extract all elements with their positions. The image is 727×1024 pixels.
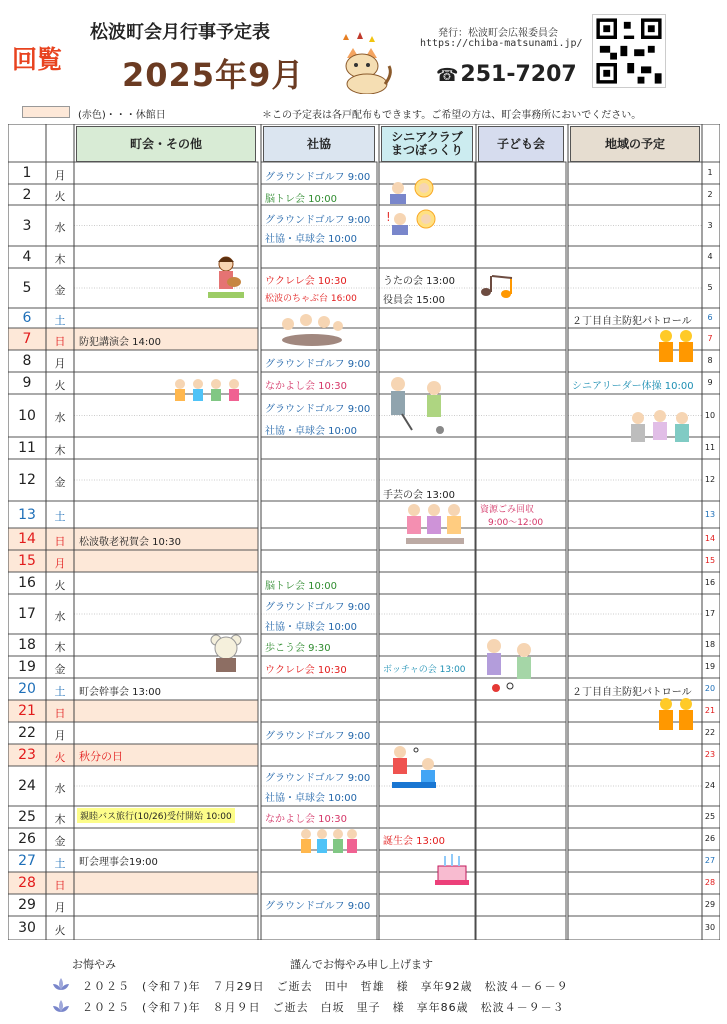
row-number: 15 bbox=[704, 556, 716, 565]
grid-cell bbox=[261, 550, 377, 572]
weekday: 火 bbox=[54, 378, 66, 392]
grid-cell bbox=[568, 528, 702, 550]
day-number: 21 bbox=[18, 703, 36, 719]
ground-golf-illustration bbox=[382, 374, 452, 436]
senior-shugei: 手芸の会 13:00 bbox=[383, 490, 455, 501]
day-number: 13 bbox=[18, 506, 36, 523]
weekday: 木 bbox=[54, 252, 66, 266]
row-number: 2 bbox=[707, 189, 713, 199]
grid-cell bbox=[476, 850, 566, 872]
day-number: 2 bbox=[22, 186, 32, 203]
weekday: 火 bbox=[54, 923, 66, 937]
grid-cell bbox=[74, 350, 258, 372]
page-title: 松波町会月行事予定表 bbox=[90, 22, 270, 43]
day-number: 29 bbox=[18, 897, 36, 913]
grid-cell bbox=[379, 678, 475, 700]
grid-cell bbox=[476, 184, 566, 205]
senior-tanjoukai: 誕生会 13:00 bbox=[383, 836, 445, 847]
grid-cell bbox=[261, 872, 377, 894]
qr-code-icon[interactable] bbox=[592, 14, 666, 88]
weekday: 日 bbox=[54, 878, 66, 892]
grid-cell bbox=[568, 501, 702, 528]
grid-cell bbox=[568, 634, 702, 656]
guitar-singer-illustration bbox=[204, 254, 248, 300]
grid-cell bbox=[74, 550, 258, 572]
row-number: 19 bbox=[704, 662, 716, 671]
grid-cell bbox=[261, 744, 377, 766]
row-number: 12 bbox=[704, 475, 716, 484]
grid-cell bbox=[568, 656, 702, 678]
patrol-illustration bbox=[652, 328, 700, 368]
grid-cell bbox=[379, 700, 475, 722]
day-number: 8 bbox=[22, 353, 32, 369]
grid-cell bbox=[74, 872, 258, 894]
row-number: 27 bbox=[704, 856, 716, 865]
distribution-notice: ＊この予定表は各戸配布もできます。ご希望の方は、町会事務所においでください。 bbox=[262, 110, 642, 121]
lotus-icon bbox=[50, 976, 72, 992]
weekday: 金 bbox=[54, 475, 66, 489]
grid-cell bbox=[379, 916, 475, 940]
grid-cell bbox=[74, 184, 258, 205]
row-number: 13 bbox=[704, 509, 716, 519]
shakyo-nakayoshi: なかよし会 10:30 bbox=[265, 381, 347, 392]
day-number: 17 bbox=[18, 606, 36, 622]
grid-cell bbox=[379, 572, 475, 594]
grid-cell bbox=[476, 550, 566, 572]
day-number: 26 bbox=[18, 831, 36, 847]
row-number: 25 bbox=[704, 812, 716, 821]
cat-illustration bbox=[335, 48, 395, 94]
grid-cell bbox=[261, 700, 377, 722]
day-number: 12 bbox=[18, 472, 36, 488]
boccia-illustration bbox=[480, 636, 542, 694]
row-number: 5 bbox=[707, 283, 713, 292]
row-number: 29 bbox=[704, 900, 716, 909]
day-number: 10 bbox=[18, 407, 36, 424]
day-number: 11 bbox=[18, 440, 36, 456]
row-number: 22 bbox=[704, 728, 716, 737]
grid-cell bbox=[568, 828, 702, 850]
grid-cell bbox=[74, 894, 258, 916]
grid-cell bbox=[568, 162, 702, 184]
grid-cell bbox=[568, 572, 702, 594]
grid-cell bbox=[568, 850, 702, 872]
day-number: 30 bbox=[18, 920, 36, 936]
row-number: 16 bbox=[704, 578, 716, 587]
weekday: 土 bbox=[54, 510, 66, 523]
grid-cell bbox=[568, 916, 702, 940]
shakyo-ground-golf: グラウンドゴルフ 9:00 bbox=[265, 404, 371, 415]
grid-cell bbox=[379, 634, 475, 656]
grid-cell bbox=[74, 162, 258, 184]
grid-cell bbox=[476, 806, 566, 828]
day-number: 28 bbox=[18, 875, 36, 891]
issuer-text: 発行：松波町会広報委員会 bbox=[438, 28, 558, 39]
grid-cell bbox=[379, 806, 475, 828]
row-number: 17 bbox=[704, 609, 716, 618]
weekday: 火 bbox=[54, 578, 66, 592]
weekday: 月 bbox=[54, 356, 66, 370]
weekday: 木 bbox=[54, 443, 66, 457]
day-number: 18 bbox=[18, 637, 36, 653]
weekday: 日 bbox=[54, 334, 66, 348]
grid-cell bbox=[476, 246, 566, 268]
day-number: 22 bbox=[18, 725, 36, 741]
shakyo-pingpong: 社協・卓球会 10:00 bbox=[265, 426, 357, 437]
grid-cell bbox=[476, 528, 566, 550]
day-number: 7 bbox=[22, 331, 32, 347]
row-number: 9 bbox=[707, 378, 713, 387]
event-bus-trip: 親睦バス旅行(10/26)受付開始 10:00 bbox=[77, 808, 235, 823]
holiday-legend-swatch bbox=[22, 106, 70, 118]
shakyo-pingpong: 社協・卓球会 10:00 bbox=[265, 793, 357, 804]
grid-cell bbox=[476, 744, 566, 766]
senior-quiz-illustration bbox=[384, 207, 442, 235]
weekday: 土 bbox=[54, 856, 66, 870]
weekday: 土 bbox=[54, 313, 66, 327]
day-number: 3 bbox=[22, 217, 32, 234]
shakyo-ukulele: ウクレレ会 10:30 bbox=[265, 276, 347, 287]
weekday: 木 bbox=[54, 640, 66, 654]
shakyo-ground-golf: グラウンドゴルフ 9:00 bbox=[265, 172, 371, 183]
grid-cell bbox=[476, 308, 566, 328]
day-number: 19 bbox=[18, 659, 36, 675]
grid-cell bbox=[568, 872, 702, 894]
chabudai-illustration bbox=[276, 310, 346, 348]
obituary-entry: ２０２５ (令和７)年 ７月29日 ご逝去 田中 哲雄 様 享年92歳 松波４－６－９ bbox=[82, 980, 569, 993]
weekday: 水 bbox=[54, 609, 66, 623]
patrol-illustration bbox=[652, 696, 700, 736]
kodomo-shigen-gomi: 資源ごみ回収 bbox=[480, 505, 535, 515]
row-number: 6 bbox=[707, 313, 713, 322]
weekday: 水 bbox=[54, 411, 66, 424]
condolence-title: お悔やみ bbox=[72, 958, 116, 971]
grid-cell bbox=[379, 894, 475, 916]
row-number: 26 bbox=[704, 834, 716, 843]
weekday: 月 bbox=[54, 168, 66, 182]
row-number: 14 bbox=[704, 534, 716, 543]
weekday: 水 bbox=[54, 781, 66, 795]
grid-cell bbox=[261, 501, 377, 528]
grid-cell bbox=[261, 528, 377, 550]
event-shubun-holiday: 秋分の日 bbox=[79, 750, 123, 763]
grid-cell bbox=[261, 678, 377, 700]
weekday: 水 bbox=[54, 221, 66, 234]
shakyo-notore: 脳トレ会 10:00 bbox=[265, 581, 337, 592]
maple-leaf-icon bbox=[340, 30, 380, 50]
day-number: 14 bbox=[18, 531, 36, 547]
day-number: 1 bbox=[22, 165, 32, 181]
senior-boccia: ボッチャの会 13:00 bbox=[383, 665, 466, 675]
shakyo-nakayoshi: なかよし会 10:30 bbox=[265, 814, 347, 825]
condolence-message: 謹んでお悔やみ申し上げます bbox=[290, 958, 433, 971]
grid-cell bbox=[74, 437, 258, 459]
grid-cell bbox=[379, 722, 475, 744]
grid-cell bbox=[261, 916, 377, 940]
day-number: 9 bbox=[22, 375, 32, 391]
senior-utanokai: うたの会 13:00 bbox=[383, 276, 455, 287]
day-number: 24 bbox=[18, 778, 36, 794]
grid-cell bbox=[379, 437, 475, 459]
row-number: 4 bbox=[707, 252, 713, 261]
chiiki-senior-taiso: シニアリーダー体操 10:00 bbox=[572, 381, 694, 392]
grid-cell bbox=[379, 550, 475, 572]
day-number: 6 bbox=[22, 310, 32, 326]
row-number: 24 bbox=[704, 781, 716, 790]
grid-cell bbox=[261, 437, 377, 459]
shakyo-notore: 脳トレ会 10:00 bbox=[265, 194, 337, 205]
website-url[interactable]: https://chiba-matsunami.jp/ bbox=[420, 38, 583, 49]
weekday: 木 bbox=[54, 812, 66, 826]
grid-cell bbox=[379, 328, 475, 350]
grid-cell bbox=[379, 350, 475, 372]
phone-number: ☎251-7207 bbox=[436, 62, 577, 87]
day-number: 20 bbox=[18, 681, 36, 697]
row-number: 10 bbox=[704, 410, 716, 420]
music-notes-icon bbox=[478, 270, 522, 300]
grid-cell bbox=[476, 722, 566, 744]
shakyo-ground-golf: グラウンドゴルフ 9:00 bbox=[265, 602, 371, 613]
day-number: 15 bbox=[18, 553, 36, 569]
weekday: 月 bbox=[54, 728, 66, 742]
grid-cell bbox=[568, 184, 702, 205]
grid-cell bbox=[74, 722, 258, 744]
grid-cell bbox=[476, 828, 566, 850]
row-number: 30 bbox=[704, 923, 716, 932]
grid-cell bbox=[74, 700, 258, 722]
obituary-entry: ２０２５ (令和７)年 ８月９日 ご逝去 白坂 里子 様 享年86歳 松波４－９－３ bbox=[82, 1001, 565, 1014]
children-illustration bbox=[298, 828, 358, 860]
grid-cell bbox=[568, 744, 702, 766]
grid-cell bbox=[568, 806, 702, 828]
weekday: 日 bbox=[54, 706, 66, 720]
row-number: 3 bbox=[707, 220, 713, 230]
grid-cell bbox=[379, 308, 475, 328]
grid-cell bbox=[476, 372, 566, 394]
event-rijikai: 町会理事会19:00 bbox=[79, 857, 158, 868]
grid-cell bbox=[74, 828, 258, 850]
grid-cell bbox=[476, 437, 566, 459]
chiiki-patrol: ２丁目自主防犯パトロール bbox=[572, 687, 692, 698]
shakyo-ground-golf: グラウンドゴルフ 9:00 bbox=[265, 731, 371, 742]
phone-icon: ☎ bbox=[436, 65, 459, 86]
grid-cell bbox=[568, 550, 702, 572]
column-header-shakyo: 社協 bbox=[263, 126, 375, 162]
weekday: 火 bbox=[54, 190, 66, 203]
senior-yakuinkai: 役員会 15:00 bbox=[383, 295, 445, 306]
grid-cell bbox=[74, 572, 258, 594]
shakyo-ground-golf: グラウンドゴルフ 9:00 bbox=[265, 901, 371, 912]
grid-cell bbox=[476, 916, 566, 940]
column-header-chokai: 町会・その他 bbox=[76, 126, 256, 162]
row-number: 7 bbox=[707, 334, 713, 343]
lotus-icon bbox=[50, 998, 72, 1014]
grid-cell bbox=[476, 700, 566, 722]
row-number: 21 bbox=[704, 706, 716, 715]
svg-text:!: ! bbox=[386, 210, 391, 224]
day-number: 25 bbox=[18, 809, 36, 825]
shakyo-ground-golf: グラウンドゴルフ 9:00 bbox=[265, 359, 371, 370]
weekday: 土 bbox=[54, 684, 66, 698]
weekday: 月 bbox=[54, 900, 66, 914]
grid-cell bbox=[476, 894, 566, 916]
kairan-label: 回覧 bbox=[12, 45, 63, 74]
children-illustration bbox=[170, 378, 246, 408]
grid-cell bbox=[74, 501, 258, 528]
event-kanjikai: 町会幹事会 13:00 bbox=[79, 687, 161, 698]
grid-cell bbox=[476, 162, 566, 184]
event-keiro-shugakai: 松波敬老祝賀会 10:30 bbox=[79, 537, 181, 548]
day-number: 5 bbox=[22, 280, 32, 296]
event-bohan-koenkai: 防犯講演会 14:00 bbox=[79, 337, 161, 348]
grid-cell bbox=[568, 246, 702, 268]
shakyo-pingpong: 社協・卓球会 10:00 bbox=[265, 622, 357, 633]
grid-cell bbox=[379, 246, 475, 268]
day-number: 16 bbox=[18, 575, 36, 591]
row-number: 8 bbox=[707, 356, 713, 365]
holiday-legend-text: (赤色)・・・休館日 bbox=[78, 110, 166, 121]
row-number: 20 bbox=[704, 684, 716, 693]
shakyo-chabudai: 松波のちゃぶ台 16:00 bbox=[265, 294, 357, 304]
birthday-cake-icon bbox=[432, 850, 472, 888]
chiiki-patrol: ２丁目自主防犯パトロール bbox=[572, 316, 692, 327]
bear-illustration bbox=[204, 632, 248, 674]
grid-cell bbox=[476, 572, 566, 594]
column-header-senior: シニアクラブ まつぼっくり bbox=[381, 126, 473, 162]
grid-cell bbox=[74, 916, 258, 940]
weekday: 日 bbox=[54, 534, 66, 548]
shakyo-ground-golf: グラウンドゴルフ 9:00 bbox=[265, 215, 371, 226]
shakyo-ukulele: ウクレレ会 10:30 bbox=[265, 665, 347, 676]
month-heading: 2025年9月 bbox=[122, 56, 305, 94]
kodomo-shigen-time: 9:00～12:00 bbox=[488, 518, 544, 528]
table-tennis-illustration bbox=[386, 742, 442, 798]
grid-cell bbox=[261, 246, 377, 268]
shakyo-ground-golf: グラウンドゴルフ 9:00 bbox=[265, 773, 371, 784]
day-number: 27 bbox=[18, 853, 36, 869]
shakyo-pingpong: 社協・卓球会 10:00 bbox=[265, 234, 357, 245]
senior-exercise-illustration bbox=[624, 404, 696, 450]
weekday: 金 bbox=[54, 834, 66, 848]
senior-quiz-illustration bbox=[384, 176, 442, 204]
grid-cell bbox=[476, 328, 566, 350]
day-number: 4 bbox=[22, 249, 32, 265]
day-number: 23 bbox=[18, 747, 36, 763]
weekday: 火 bbox=[54, 750, 66, 764]
grid-cell bbox=[568, 894, 702, 916]
row-number: 23 bbox=[704, 750, 716, 759]
row-number: 1 bbox=[707, 168, 713, 177]
row-number: 11 bbox=[704, 443, 716, 452]
row-number: 18 bbox=[704, 640, 716, 649]
handicraft-illustration bbox=[402, 500, 468, 546]
weekday: 金 bbox=[54, 283, 66, 297]
weekday: 金 bbox=[54, 662, 66, 676]
column-header-kodomo: 子ども会 bbox=[478, 126, 564, 162]
weekday: 月 bbox=[54, 556, 66, 570]
shakyo-arukou: 歩こう会 9:30 bbox=[265, 643, 331, 654]
grid-cell bbox=[476, 872, 566, 894]
column-header-chiiki: 地域の予定 bbox=[570, 126, 700, 162]
grid-cell bbox=[476, 350, 566, 372]
row-number: 28 bbox=[704, 878, 716, 887]
grid-cell bbox=[74, 308, 258, 328]
